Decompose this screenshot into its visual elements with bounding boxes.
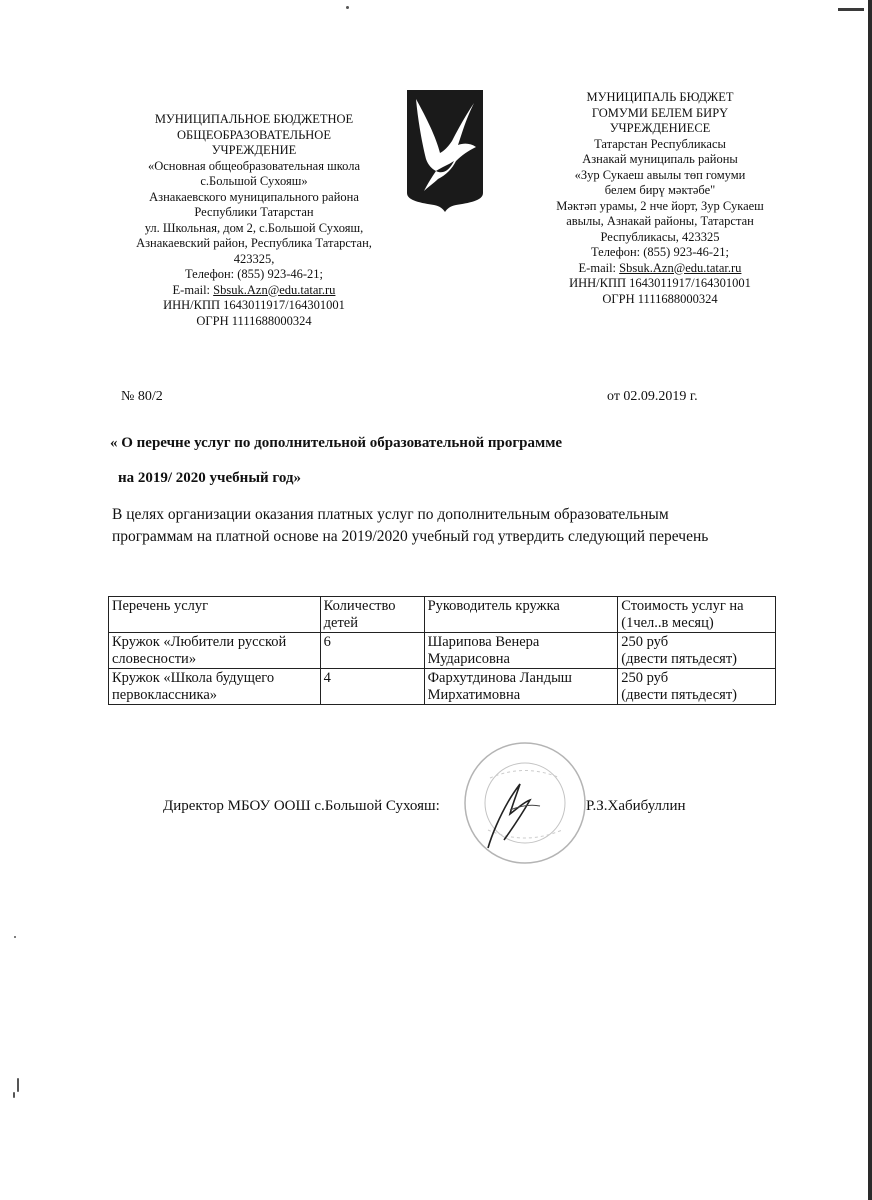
- header-left-line: с.Большой Сухояш»: [200, 174, 308, 188]
- header-left-line: Азнакаевского муниципального района: [149, 189, 359, 204]
- header-right-line: «Зур Сукаеш авылы төп гомуми: [574, 167, 746, 182]
- header-left-line: УЧРЕЖДЕНИЕ: [211, 143, 297, 157]
- scan-mark: [838, 8, 864, 11]
- email-link[interactable]: Sbsuk.Azn@edu.tatar.ru: [619, 260, 742, 275]
- price-words: (двести пятьдесят): [621, 651, 737, 667]
- document-date: от 02.09.2019 г.: [607, 389, 698, 404]
- email-label: E-mail:: [578, 260, 620, 275]
- table-header-cell: Руководитель кружка: [424, 597, 618, 633]
- table-cell-price: [618, 669, 776, 705]
- price-words: (двести пятьдесят): [621, 687, 737, 703]
- table-cell-leader: Фархутдинова Ландыш Мирхатимовна: [424, 669, 618, 705]
- signature-mark: [480, 770, 550, 850]
- header-right-line: Азнакай муниципаль районы: [582, 152, 738, 166]
- scan-speck: [13, 1092, 15, 1098]
- header-right: [526, 90, 794, 307]
- header-left-line: «Основная общеобразовательная школа: [147, 158, 361, 173]
- header-left: [108, 112, 400, 329]
- scan-speck: [346, 6, 349, 9]
- header-left-line: 423325,: [233, 251, 275, 266]
- header-right-line: УЧРЕЖДЕНИЕСЕ: [609, 121, 711, 135]
- header-left-ogrn: ОГРН 1111688000324: [196, 313, 312, 328]
- header-left-line: Телефон: (855) 923-46-21;: [184, 267, 324, 281]
- document-subject: на 2019/ 2020 учебный год»: [118, 470, 302, 486]
- header-left-line: ОБЩЕОБРАЗОВАТЕЛЬНОЕ: [177, 127, 331, 142]
- body-line: программам на платной основе на 2019/2020 учебный год утвердить следующий перечень: [112, 528, 709, 545]
- header-right-inn: ИНН/КПП 1643011917/164301001: [569, 276, 751, 290]
- header-left-inn: ИНН/КПП 1643011917/164301001: [163, 298, 345, 312]
- header-left-line: МУНИЦИПАЛЬНОЕ БЮДЖЕТНОЕ: [154, 112, 354, 126]
- header-right-ogrn: ОГРН 1111688000324: [602, 291, 718, 306]
- scan-speck: [17, 1078, 19, 1092]
- table-header-cell: Количество детей: [320, 597, 424, 633]
- header-right-line: Телефон: (855) 923-46-21;: [590, 245, 730, 259]
- table-header-cell: Стоимость услуг на (1чел..в месяц): [618, 597, 776, 633]
- header-left-email-line: [108, 283, 400, 299]
- document-number: № 80/2: [121, 389, 163, 404]
- header-right-line: Республикасы, 423325: [600, 229, 720, 244]
- scan-speck: [14, 936, 16, 938]
- table-cell-leader: Шарипова Венера Мударисовна: [424, 633, 618, 669]
- table-row: [109, 669, 776, 705]
- body-line: В целях организации оказания платных услуг по дополнительным образовательным: [112, 506, 669, 523]
- header-right-line: белем бирү мәктәбе": [604, 183, 716, 197]
- table-cell-children: 6: [320, 633, 424, 669]
- header-right-email-line: [526, 261, 794, 277]
- header-left-line: ул. Школьная, дом 2, с.Большой Сухояш,: [144, 220, 364, 235]
- document-body: [112, 504, 772, 548]
- price-value: 250 руб: [621, 670, 669, 686]
- signatory-name: Р.З.Хабибуллин: [586, 798, 686, 814]
- table-header-row: [109, 597, 776, 633]
- header-left-line: Республики Татарстан: [194, 205, 314, 219]
- email-label: E-mail:: [172, 282, 214, 297]
- coat-of-arms: [406, 89, 484, 213]
- eagle-coat-of-arms-icon: [406, 89, 484, 213]
- header-right-line: Татарстан Республикасы: [594, 136, 726, 151]
- header-right-line: ГОМУМИ БЕЛЕМ БИРҮ: [591, 105, 729, 120]
- header-right-line: авылы, Азнакай районы, Татарстан: [566, 214, 754, 228]
- table-cell-service: Кружок «Школа будущего первоклассника»: [109, 669, 321, 705]
- document-subject: « О перечне услуг по дополнительной образовательной программе: [110, 435, 563, 451]
- header-left-line: Азнакаевский район, Республика Татарстан,: [136, 236, 372, 250]
- email-link[interactable]: Sbsuk.Azn@edu.tatar.ru: [213, 282, 336, 297]
- price-value: 250 руб: [621, 634, 669, 650]
- table-cell-children: 4: [320, 669, 424, 705]
- scan-edge: [868, 0, 872, 1200]
- table-row: [109, 633, 776, 669]
- table-cell-service: Кружок «Любители русской словесности»: [109, 633, 321, 669]
- services-table: [108, 596, 776, 705]
- header-right-line: Мәктәп урамы, 2 нче йорт, Зур Сукаеш: [556, 198, 764, 213]
- header-right-line: МУНИЦИПАЛЬ БЮДЖЕТ: [586, 90, 734, 104]
- table-header-cell: Перечень услуг: [109, 597, 321, 633]
- table-cell-price: [618, 633, 776, 669]
- signature-title: Директор МБОУ ООШ с.Большой Сухояш:: [163, 798, 440, 814]
